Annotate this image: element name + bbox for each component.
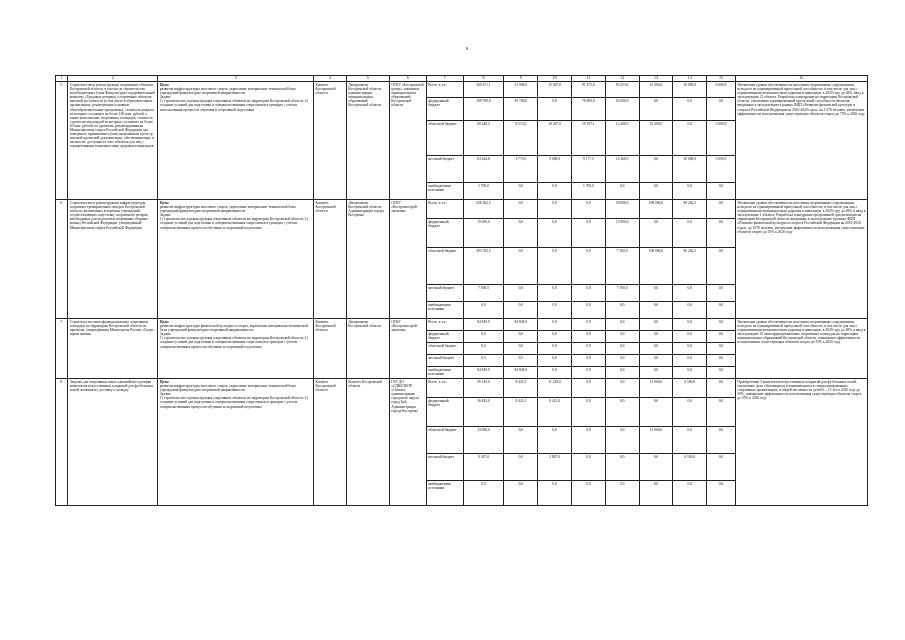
funding-source: Всего, в т.ч.: — [426, 379, 463, 398]
co-executor: Комитет Костромской области — [346, 379, 389, 506]
co-executor: Департамент Костромской области — [346, 319, 389, 379]
participants: ОГКУ «Костромастрой-заказчик» — [389, 319, 426, 379]
amount-cell: 63 624,8 — [463, 156, 504, 183]
amount-cell: 0,0 — [504, 454, 538, 481]
amount-cell: 0,0 — [538, 302, 572, 319]
table-row — [56, 200, 868, 219]
amount-cell: 0,0 — [463, 331, 504, 343]
amount-cell: 0,0 — [504, 302, 538, 319]
amount-cell: 63 000,0 — [605, 98, 639, 121]
amount-cell: 0,0 — [673, 285, 707, 302]
amount-cell: 0,0 — [639, 98, 673, 121]
amount-cell: 13 000,0 — [639, 379, 673, 398]
amount-cell: 99 262,5 — [673, 200, 707, 219]
funding-source: Всего, в т.ч.: — [426, 200, 463, 219]
amount-cell: 0,0 — [463, 302, 504, 319]
goal-label: Цель: — [159, 380, 170, 384]
header-cell-10: 10 — [538, 76, 572, 82]
funding-source: местный бюджет — [426, 454, 463, 481]
goal-text: развитие инфраструктуры массового спорта, укрепление материально-технической базы учреждений физкультурно-спортивной направленности — [159, 87, 296, 96]
expected-result: Увеличение уровня обеспеченности населения спортивными сооружениями, исходя из их единовременной пропускной способности, в том числе для лиц с ограниченными возможностями здоровья и инвалидов, в 2020 году до 48% и ввод в эксплуатацию 25 многофункциональных спортивных площадок на территории муниципальных образований Костромской области, повышение эффективности использования существующих объектов спорта до 55% к 2020 году — [735, 319, 867, 379]
amount-cell: 0,0 — [673, 319, 707, 331]
goal-text: развитие инфраструктуры массового спорта, укрепление материально-технической базы учреждений физкультурно-спортивной направленности — [159, 384, 296, 393]
amount-cell: 3 000,0 — [707, 121, 736, 156]
amount-cell: 0,0 — [504, 427, 538, 454]
amount-cell: 0,0 — [504, 285, 538, 302]
header-cell-12: 12 — [605, 76, 639, 82]
amount-cell: 0,0 — [673, 302, 707, 319]
goal-label: Цель: — [159, 320, 170, 324]
amount-cell: 0,0 — [572, 481, 606, 506]
amount-cell: 0,0 — [572, 398, 606, 427]
amount-cell: 0,0 — [639, 285, 673, 302]
amount-cell: 16 842,0 — [463, 398, 504, 427]
amount-cell: 0,0 — [673, 427, 707, 454]
amount-cell: 0,0 — [538, 183, 572, 200]
amount-cell: 16 300,0 — [639, 121, 673, 156]
section-goals — [158, 82, 314, 200]
amount-cell: 0,0 — [538, 343, 572, 355]
funding-source: Всего, в т.ч.: — [426, 82, 463, 98]
goal-label: Цель: — [159, 201, 170, 205]
section-goals — [158, 379, 314, 506]
amount-cell: 0,0 — [707, 285, 736, 302]
amount-cell: 8 421,0 — [504, 379, 538, 398]
participants: ОГКУ «Костромастрой-заказчик» — [389, 200, 426, 319]
amount-cell: 0,0 — [538, 285, 572, 302]
amount-cell: 3 000,0 — [707, 156, 736, 183]
amount-cell: 0,5 — [504, 355, 538, 367]
amount-cell: 9 307,0 — [463, 454, 504, 481]
amount-cell: 0,0 — [572, 355, 606, 367]
funding-source: областной бюджет — [426, 343, 463, 355]
amount-cell: 13 000,0 — [639, 427, 673, 454]
amount-cell: 0,0 — [673, 183, 707, 200]
amount-cell: 1 700,0 — [572, 183, 606, 200]
amount-cell: 91 475,6 — [572, 82, 606, 98]
amount-cell: 109 700,0 — [463, 98, 504, 121]
amount-cell: 0,0 — [707, 200, 736, 219]
funding-source: местный бюджет — [426, 156, 463, 183]
funding-source: федеральный бюджет — [426, 398, 463, 427]
amount-cell: 0,0 — [673, 355, 707, 367]
amount-cell: 10 267,0 — [538, 121, 572, 156]
amount-cell: 84 849,9 — [463, 367, 504, 379]
funding-source: областной бюджет — [426, 121, 463, 156]
amount-cell: 0,0 — [538, 248, 572, 285]
amount-cell: 0,0 — [504, 248, 538, 285]
amount-cell: 0,0 — [707, 481, 736, 506]
amount-cell: 30 000,0 — [673, 156, 707, 183]
amount-cell: 12 268,5 — [605, 156, 639, 183]
amount-cell: 0,0 — [707, 302, 736, 319]
header-cell-5: 5 — [346, 76, 389, 82]
amount-cell: 31 994,9 — [504, 82, 538, 98]
amount-cell: 109 000,0 — [639, 200, 673, 219]
amount-cell: 0,0 — [538, 200, 572, 219]
amount-cell: 39 149,0 — [463, 379, 504, 398]
amount-cell: 0,0 — [605, 367, 639, 379]
amount-cell: 0,0 — [707, 319, 736, 331]
expected-result: Приобретение 3 комплектов искусственных покрытий для футбольных полей, увеличение доли обучающихся и занимающихся в специализированных спортивных организациях, в общей численности детей 6 – 15 лет в 2020 году до 50%, повышение эффективности использования существующих объектов спорта до 55% к 2020 году — [735, 379, 867, 506]
amount-cell: 39 700,0 — [504, 98, 538, 121]
amount-cell: 11 228,0 — [538, 379, 572, 398]
funding-source: местный бюджет — [426, 285, 463, 302]
table-row — [56, 379, 868, 398]
amount-cell: 0,0 — [538, 355, 572, 367]
amount-cell: 0,0 — [572, 331, 606, 343]
funding-source: Всего, в т.ч.: — [426, 319, 463, 331]
amount-cell: 2 807,0 — [538, 454, 572, 481]
amount-cell: 0,0 — [707, 355, 736, 367]
amount-cell: 0,0 — [572, 302, 606, 319]
table-row — [56, 319, 868, 331]
amount-cell: 0,0 — [673, 481, 707, 506]
amount-cell: 0,0 — [673, 367, 707, 379]
section-title: Строительство и реконструкция инфраструктуры спортивно-тренировочных центров Костромской области, включенных в перечень учреждений, осуществляющих подготовку спортивного резерва, необходимых для подготовки спортивных сборных команд Российской Федерации, утвержденный Министерством спорта Российской Федерации — [68, 200, 158, 319]
amount-cell: 258 262,5 — [463, 200, 504, 219]
amount-cell: 0,0 — [572, 319, 606, 331]
amount-cell: 0,0 — [572, 454, 606, 481]
amount-cell: 5 000,0 — [538, 156, 572, 183]
table-body — [56, 76, 868, 506]
section-number: 8. — [56, 379, 68, 506]
amount-cell: 0,0 — [605, 183, 639, 200]
amount-cell: 0,0 — [605, 398, 639, 427]
amount-cell: 0,0 — [639, 398, 673, 427]
program-table — [55, 75, 868, 506]
amount-cell: 0,0 — [673, 121, 707, 156]
amount-cell: 0,0 — [707, 219, 736, 248]
amount-cell: 0,0 — [639, 331, 673, 343]
amount-cell: 0,0 — [639, 219, 673, 248]
amount-cell: 0,0 — [572, 427, 606, 454]
amount-cell: 0,0 — [538, 319, 572, 331]
amount-cell: 6 500,0 — [673, 454, 707, 481]
amount-cell: 0,0 — [707, 331, 736, 343]
amount-cell: 200 471,1 — [463, 82, 504, 98]
amount-cell: 0,0 — [707, 398, 736, 427]
amount-cell: 0,0 — [572, 285, 606, 302]
amount-cell: 0,0 — [673, 331, 707, 343]
amount-cell: 83 253,6 — [605, 82, 639, 98]
amount-cell: 0,0 — [605, 481, 639, 506]
amount-cell: 0,0 — [504, 219, 538, 248]
table-row — [56, 82, 868, 98]
amount-cell: 84 849,9 — [504, 367, 538, 379]
participants: ОГКУ «Костромской центр», заказчики муниципальных образований Костромской области — [389, 82, 426, 200]
amount-cell: 0,0 — [605, 454, 639, 481]
funding-source: внебюджетные источники — [426, 183, 463, 200]
funding-source: внебюджетные источники — [426, 367, 463, 379]
tasks-label: Задачи: — [159, 95, 172, 100]
amount-cell: 60 448,3 — [463, 121, 504, 156]
header-cell-13: 13 — [639, 76, 673, 82]
funding-source: федеральный бюджет — [426, 331, 463, 343]
header-cell-1: 1 — [56, 76, 68, 82]
amount-cell: 0,0 — [538, 481, 572, 506]
amount-cell: 0,0 — [707, 454, 736, 481]
tasks-label: Задачи: — [159, 332, 172, 337]
funding-source: местный бюджет — [426, 355, 463, 367]
amount-cell: 0,0 — [639, 367, 673, 379]
amount-cell: 0,0 — [605, 379, 639, 398]
tasks-text: 1) строительство и реконструкция спортивных объектов на территории Костромской области; 2) создание условий для подготовки и совершенствования спортсменов и тренеров с учетом совершенствования процессов обучения и спортивной подготовки — [159, 336, 308, 349]
amount-cell: 15 000,0 — [605, 219, 639, 248]
amount-cell: 0,0 — [639, 319, 673, 331]
amount-cell: 0,0 — [707, 379, 736, 398]
amount-cell: 0,0 — [538, 219, 572, 248]
funding-source: областной бюджет — [426, 427, 463, 454]
amount-cell: 0,0 — [572, 379, 606, 398]
goal-label: Цель: — [159, 83, 170, 87]
expected-result: Увеличение уровня обеспеченности населения спортивными сооружениями, исходя из их единовременной пропускной способности, в том числе для лиц с ограниченными возможностями здоровья и инвалидов, в 2020 году до 48% и ввод в эксплуатацию 1 объекта. Разработка и внедрение программной документации на территории Костромской области, введенных в эксплуатацию в рамках ФЦП «Развитие физической культуры и спорта в Российской Федерации на 2016-2020 годы», до 1676 человек, увеличение эффективности использования существующих объектов спорта до 55% к 2020 году — [735, 200, 867, 319]
amount-cell: 0,0 — [572, 367, 606, 379]
tasks-label: Задачи: — [159, 213, 172, 218]
section-goals — [158, 319, 314, 379]
amount-cell: 0,0 — [673, 98, 707, 121]
goal-text: развитие инфраструктуры физической культуры и спорта, укрепление материально-технической базы учреждений физкультурно-спортивной направленности — [159, 324, 308, 333]
amount-cell: 6 000,0 — [707, 82, 736, 98]
header-cell-8: 8 — [463, 76, 504, 82]
header-cell-2: 2 — [68, 76, 158, 82]
amount-cell: 0,0 — [639, 355, 673, 367]
section-number: 5. — [56, 82, 68, 200]
amount-cell: 0,0 — [504, 481, 538, 506]
amount-cell: 0,0 — [707, 427, 736, 454]
tasks-text: 1) строительство и реконструкция спортивных объектов на территории Костромской области; 2) создание условий для подготовки и совершенствования спортсменов в тренерах с учетом использования процессов обучения и спортивной подготовки — [159, 99, 308, 112]
header-cell-11: 11 — [572, 76, 606, 82]
amount-cell: 19 197,1 — [572, 121, 606, 156]
amount-cell: 84 849,9 — [463, 319, 504, 331]
funding-source: внебюджетные источники — [426, 302, 463, 319]
amount-cell: 0,0 — [639, 454, 673, 481]
amount-cell: 0,0 — [572, 219, 606, 248]
amount-cell: 0,0 — [504, 343, 538, 355]
tasks-text: 1) строительство и реконструкция спортивных объектов на территории Костромской области; 2) создание условий для подготовки и совершенствования спортсменов и тренеров с учетом совершенствования процессов обучения и спортивной подготовки — [159, 396, 308, 409]
amount-cell: 12 268,5 — [605, 121, 639, 156]
amount-cell: 0,0 — [707, 367, 736, 379]
amount-cell: 7 500,0 — [605, 285, 639, 302]
amount-cell: 0,0 — [639, 302, 673, 319]
amount-cell: 0,0 — [605, 319, 639, 331]
amount-cell: 96 262,5 — [673, 248, 707, 285]
amount-cell: 15 000,0 — [463, 219, 504, 248]
amount-cell: 7 500,0 — [463, 285, 504, 302]
amount-cell: 100 000,0 — [639, 248, 673, 285]
section-goals — [158, 200, 314, 319]
amount-cell: 0,0 — [504, 200, 538, 219]
amount-cell: 7 500,0 — [605, 248, 639, 285]
amount-cell: 0,0 — [605, 302, 639, 319]
amount-cell: 0,0 — [673, 398, 707, 427]
amount-cell: 0,0 — [538, 367, 572, 379]
amount-cell: 8 421,0 — [504, 398, 538, 427]
amount-cell: 0,0 — [572, 200, 606, 219]
amount-cell: 30 000,0 — [673, 82, 707, 98]
amount-cell: 0,0 — [572, 343, 606, 355]
executor: Комитет Костромской области — [314, 319, 347, 379]
amount-cell: 0,0 — [572, 248, 606, 285]
funding-source: областной бюджет — [426, 248, 463, 285]
executor: Комитет Костромской области — [314, 82, 347, 200]
amount-cell: 0,0 — [639, 343, 673, 355]
header-cell-9: 9 — [504, 76, 538, 82]
amount-cell: 0,0 — [605, 343, 639, 355]
section-number: 7. — [56, 319, 68, 379]
amount-cell: 50 000,0 — [605, 200, 639, 219]
amount-cell: 0,0 — [673, 219, 707, 248]
header-cell-3: 3 — [158, 76, 314, 82]
amount-cell: 0,0 — [605, 355, 639, 367]
amount-cell: 6 500,0 — [673, 379, 707, 398]
executor: Комитет Костромской области — [314, 379, 347, 506]
amount-cell: 1 700,0 — [463, 183, 504, 200]
amount-cell: 0,0 — [707, 248, 736, 285]
funding-source: внебюджетные источники — [426, 481, 463, 506]
funding-source: федеральный бюджет — [426, 98, 463, 121]
amount-cell: 0,5 — [463, 355, 504, 367]
amount-cell: 70 000,0 — [572, 98, 606, 121]
amount-cell: 13 000,0 — [463, 427, 504, 454]
amount-cell: 0,0 — [605, 427, 639, 454]
amount-cell: 0,0 — [707, 343, 736, 355]
tasks-label: Задачи: — [159, 392, 172, 397]
section-title: Закупка для спортивных школ олимпийского резерва комплектов искусственных покрытий для футбольных полей, включая их доставку и укладку — [68, 379, 158, 506]
amount-cell: 84 849,9 — [504, 319, 538, 331]
amount-cell: 0,0 — [463, 343, 504, 355]
header-cell-6: 6 — [389, 76, 426, 82]
amount-cell: 0,0 — [538, 427, 572, 454]
amount-cell: 0,0 — [463, 481, 504, 506]
amount-cell: 3 773,9 — [504, 156, 538, 183]
header-cell-15: 15 — [707, 76, 736, 82]
goal-text: развитие инфраструктуры массового спорта, укрепление материально-технической базы учреждений физкультурно-спортивной направленности — [159, 205, 296, 214]
header-cell-16: 16 — [735, 76, 867, 82]
amount-cell: 9 177,5 — [572, 156, 606, 183]
amount-cell: 0,0 — [504, 183, 538, 200]
amount-cell: 0,0 — [605, 331, 639, 343]
amount-cell: 0,0 — [538, 98, 572, 121]
header-cell-14: 14 — [673, 76, 707, 82]
amount-cell: 0,0 — [707, 98, 736, 121]
amount-cell: 15 367,8 — [538, 82, 572, 98]
amount-cell: 203 762,5 — [463, 248, 504, 285]
executor: Комитет Костромской области — [314, 200, 347, 319]
section-title: Строительство и реконструкция спортивных объектов Костромской области, в том числе строительство малобюджетных (типа Физкультурно-оздоровительный комплекс «Трудовые резервы») спортивных объектов шаговой доступности (в том числе в образовательных организациях, реализующих основные общеобразовательные программы), стоимость каждого из которых составляет не более 100 млн. рублей, а также комплексных спортивных площадок, стоимость строительства каждой из которых составляет не более 20 млн. рублей, по проектам, рекомендованным Министерством спорта Российской Федерации для повторного применения и (или) включенным в реестр типовой проектной документации, обеспечивающих, в частности, доступность этих объектов для лиц с ограниченными возможностями здоровья и инвалидов — [68, 82, 158, 200]
header-cell-4: 4 — [314, 76, 347, 82]
amount-cell: 8 421,0 — [538, 398, 572, 427]
amount-cell: 0,0 — [673, 343, 707, 355]
funding-source: федеральный бюджет — [426, 219, 463, 248]
co-executor: Департамент Костромской области, администрации муниципальных образований Костромской области — [346, 82, 389, 200]
amount-cell: 16 300,6 — [639, 82, 673, 98]
amount-cell: 0,0 — [707, 183, 736, 200]
section-number: 6. — [56, 200, 68, 319]
participants: ГБУ ДО «СДЮСШОР «Олимп», администрации городского округа город Буй, Администрация города Костромы — [389, 379, 426, 506]
co-executor: Департамент Костромской области, Администрация города Костромы — [346, 200, 389, 319]
amount-cell: 0,0 — [639, 183, 673, 200]
amount-cell: 0,0 — [639, 481, 673, 506]
page-mark: s — [466, 46, 469, 52]
amount-cell: 0,0 — [538, 331, 572, 343]
header-cell-7: 7 — [426, 76, 463, 82]
amount-cell: 0,0 — [504, 331, 538, 343]
section-title: Строительство многофункциональных спортивных площадок на территории Костромской области по проектам, утверждённым Минспортом России «Спорт – норма жизни» — [68, 319, 158, 379]
tasks-text: 1) строительство и реконструкция спортивных объектов на территории Костромской области; 2) создание условий для подготовки и совершенствования спортсменов в тренерах с учетом совершенствования процессов обучения и спортивной подготовки — [159, 217, 308, 230]
expected-result: Увеличение уровня обеспеченности населения спортивными сооружениями, исходя из их единовременной пропускной способности, в том числе для лиц с ограниченными возможностями здоровья и инвалидов, в 2020 году до 48%, ввод в эксплуатацию 21 объекта. Разработка и внедрение на территории Костромской области, увеличение единовременной пропускной способности объектов, введенных в эксплуатацию в рамках ФЦП «Развитие физической культуры и спорта в Российской Федерации на 2016-2020 годы», на 1 676 человек, увеличение эффективности использования существующих объектов спорта до 75% к 2020 году — [735, 82, 867, 200]
amount-cell: 8 513,0 — [504, 121, 538, 156]
amount-cell: 0,0 — [639, 156, 673, 183]
